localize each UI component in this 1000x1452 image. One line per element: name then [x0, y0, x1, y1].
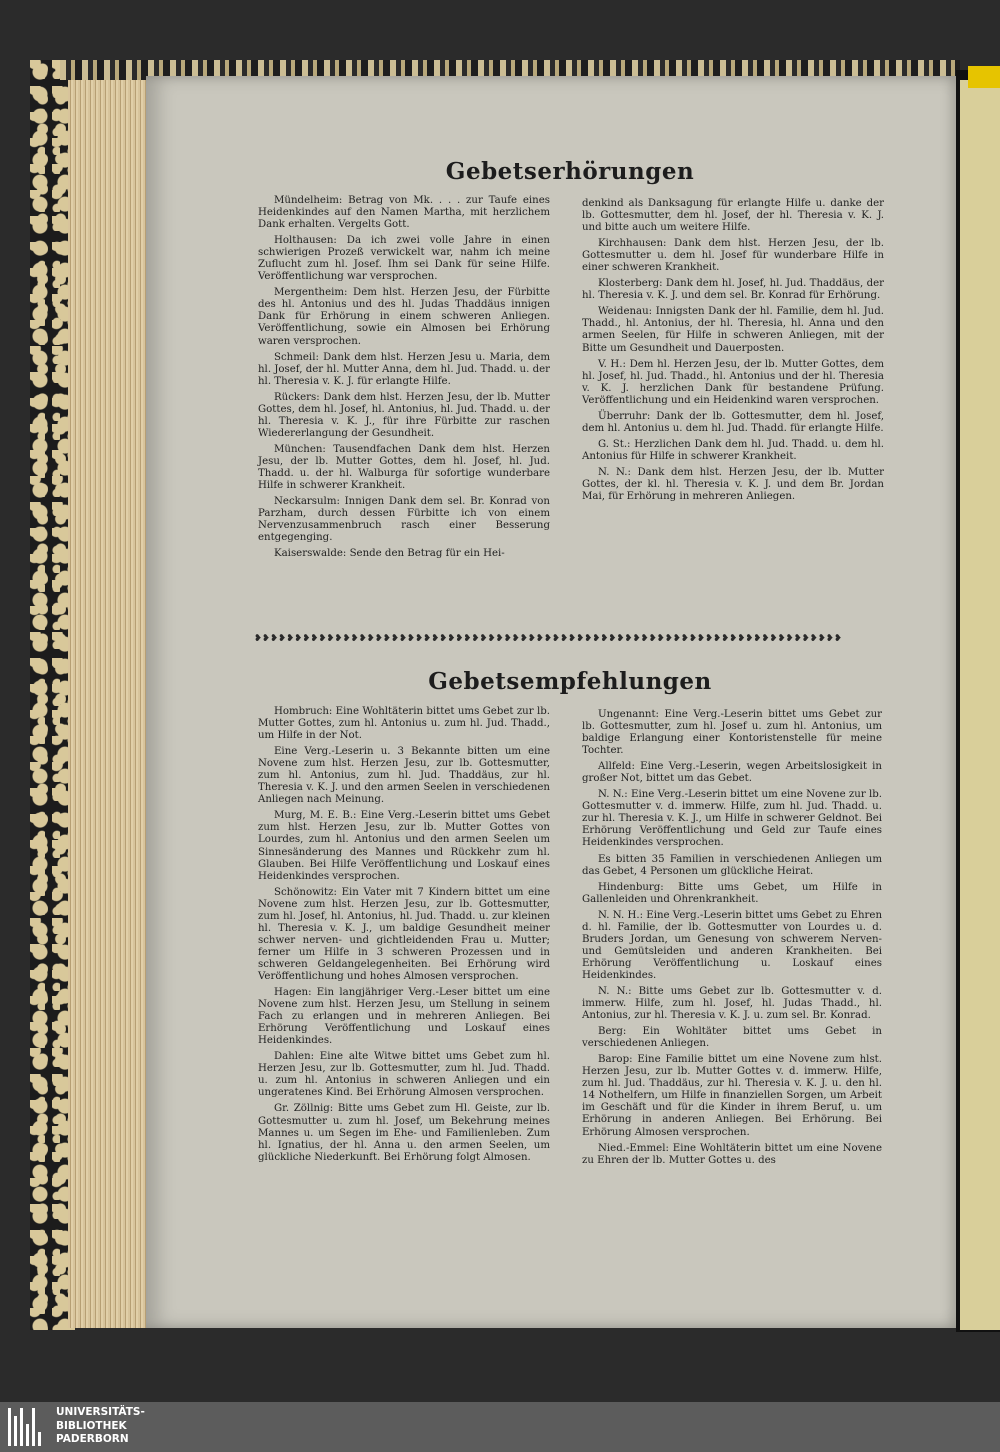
entry-paragraph: Berg: Ein Wohltäter bittet ums Gebet in verschiedenen Anliegen.	[582, 1026, 882, 1050]
entry-paragraph: Hindenburg: Bitte ums Gebet, um Hilfe in Gallenleiden und Ohrenkrankheit.	[582, 881, 882, 905]
erhoerungen-column-right	[582, 198, 884, 507]
bookmark-tab	[968, 66, 1000, 88]
section-title-erhoerungen: Gebetserhörungen	[445, 158, 695, 185]
next-page-edge	[960, 80, 1000, 1330]
entry-paragraph: Klosterberg: Dank dem hl. Josef, hl. Jud. Thaddäus, der hl. Theresia v. K. J. und dem sel. Br. Konrad für Erhörung.	[582, 278, 884, 302]
entry-paragraph: Murg, M. E. B.: Eine Verg.-Leserin bittet ums Gebet zum hlst. Herzen Jesu, zur lb. Mutter Gottes von Lourdes, zum hl. Antonius und den armen Seelen um Sinnesänderung des Mannes und Rückkehr zum hl. Glauben. Bei Hilfe Veröffentlichung und Loskauf eines Heidenkindes versprochen.	[258, 810, 550, 882]
entry-paragraph: denkind als Danksagung für erlangte Hilfe u. danke der lb. Gottesmutter, dem hl. Josef, der hl. Theresia v. K. J. und bitte auch um weitere Hilfe.	[582, 198, 884, 234]
empfehlungen-column-right	[582, 709, 882, 1171]
library-name-line: PADERBORN	[56, 1433, 129, 1445]
entry-paragraph: Hagen: Ein langjähriger Verg.-Leser bittet um eine Novene zum hlst. Herzen Jesu, um Stellung in seinem Fach zu erlangen und in mehreren Anliegen. Bei Erhörung Veröffentlichung und Loskauf eines Heidenkindes.	[258, 987, 550, 1047]
entry-paragraph: Neckarsulm: Innigen Dank dem sel. Br. Konrad von Parzham, durch dessen Fürbitte ich von einem Nervenzusammenbruch rasch einer Besserung entgegenging.	[258, 496, 550, 544]
library-footer-bar	[0, 1402, 1000, 1452]
entry-paragraph: Schönowitz: Ein Vater mit 7 Kindern bittet um eine Novene zum hlst. Herzen Jesu, zur lb. Gottesmutter, zum hl. Josef, hl. Antonius, hl. Jud. Thadd. u. zur kleinen hl. Theresia v. K. J., um baldige Gesundheit meiner schwer nerven- und gichtleidenden Frau u. Mutter; ferner um Hilfe in 3 schweren Prozessen und in schweren Geldangelegenheiten. Bei Erhörung wird Veröffentlichung und hohes Almosen versprochen.	[258, 886, 550, 982]
entry-paragraph: Eine Verg.-Leserin u. 3 Bekannte bitten um eine Novene zum hlst. Herzen Jesu, zur lb. Gottesmutter, zum hl. Antonius, zum hl. Jud. Thaddäus, zur hl. Theresia v. K. J. und den armen Seelen in verschiedenen Anliegen nach Meinung.	[258, 746, 550, 806]
entry-paragraph: Holthausen: Da ich zwei volle Jahre in einen schwierigen Prozeß verwickelt war, nahm ich meine Zuflucht zum hl. Josef. Ihm sei Dank für seine Hilfe. Veröffentlichung war versprochen.	[258, 235, 550, 283]
entry-paragraph: V. H.: Dem hl. Herzen Jesu, der lb. Mutter Gottes, dem hl. Josef, hl. Jud. Thadd., hl. Antonius und der hl. Theresia v. K. J. herzlichen Dank für bestandene Prüfung. Veröffentlichung und ein Heidenkind waren versprochen.	[582, 358, 884, 406]
erhoerungen-column-left	[258, 195, 550, 564]
entry-paragraph: Kirchhausen: Dank dem hlst. Herzen Jesu, der lb. Gottesmutter u. dem hl. Josef für wunderbare Hilfe in einer schweren Krankheit.	[582, 238, 884, 274]
entry-paragraph: N. N. H.: Eine Verg.-Leserin bittet ums Gebet zu Ehren d. hl. Familie, der lb. Gottesmutter von Lourdes u. d. Bruders Jordan, um Genesung von schwerem Nerven- und Gemütsleiden und anderen Krankheiten. Bei Erhörung Veröffentlichung u. Loskauf eines Heidenkindes.	[582, 909, 882, 981]
entry-paragraph: Mündelheim: Betrag von Mk. . . . zur Taufe eines Heidenkindes auf den Namen Martha, mit herzlichem Dank erhalten. Vergelts Gott.	[258, 195, 550, 231]
entry-paragraph: Barop: Eine Familie bittet um eine Novene zum hlst. Herzen Jesu, zur lb. Mutter Gottes v. d. immerw. Hilfe, zum hl. Jud. Thaddäus, zur hl. Theresia v. K. J. u. den hl. 14 Nothelfern, um Hilfe in finanziellen Sorgen, um Arbeit im Geschäft und für die Kinder in ihrem Beruf, u. um Erhörung in anderen Anliegen. Bei Erhörung. Bei Erhörung Almosen versprochen.	[582, 1054, 882, 1138]
library-logo-icon	[6, 1406, 46, 1448]
entry-paragraph: Rückers: Dank dem hlst. Herzen Jesu, der lb. Mutter Gottes, dem hl. Josef, hl. Antonius, hl. Jud. Thadd. u. der hl. Theresia v. K. J., für ihre Fürbitte zur raschen Wiedererlangung der Gesundheit.	[258, 391, 550, 439]
page-stack	[68, 80, 148, 1328]
entry-paragraph: Weidenau: Innigsten Dank der hl. Familie, dem hl. Jud. Thadd., hl. Antonius, der hl. Theresia, hl. Anna und den armen Seelen, für Hilfe in schweren Anliegen, mit der Bitte um Gesundheit und Dauerposten.	[582, 306, 884, 354]
entry-paragraph: Hombruch: Eine Wohltäterin bittet ums Gebet zur lb. Mutter Gottes, zum hl. Antonius u. zum hl. Jud. Thadd., um Hilfe in der Not.	[258, 706, 550, 742]
entry-paragraph: Überruhr: Dank der lb. Gottesmutter, dem hl. Josef, dem hl. Antonius u. dem hl. Jud. Thadd. für erlangte Hilfe.	[582, 410, 884, 434]
library-name-line: BIBLIOTHEK	[56, 1419, 127, 1432]
entry-paragraph: Kaiserswalde: Sende den Betrag für ein Hei-	[274, 548, 505, 560]
entry-paragraph: Nied.-Emmel: Eine Wohltäterin bittet um eine Novene zu Ehren der lb. Mutter Gottes u. des	[582, 1142, 882, 1166]
entry-paragraph: Gr. Zöllnig: Bitte ums Gebet zum Hl. Geiste, zur lb. Gottesmutter u. zum hl. Josef, um Bekehrung meines Mannes u. um Segen im Ehe- und Familienleben. Zum hl. Ignatius, der hl. Anna u. den armen Seelen, um glückliche Niederkunft. Bei Erhörung folgt Almosen.	[258, 1103, 550, 1163]
entry-paragraph: Allfeld: Eine Verg.-Leserin, wegen Arbeitslosigkeit in großer Not, bittet um das Gebet.	[582, 761, 882, 785]
section-title-empfehlungen: Gebetsempfehlungen	[428, 668, 712, 695]
entry-paragraph: N. N.: Bitte ums Gebet zur lb. Gottesmutter v. d. immerw. Hilfe, zum hl. Josef, hl. Judas Thadd., hl. Antonius, zur hl. Theresia v. K. J. u. zum sel. Br. Konrad.	[582, 985, 882, 1022]
entry-paragraph: G. St.: Herzlichen Dank dem hl. Jud. Thadd. u. dem hl. Antonius für Hilfe in schwerer Krankheit.	[582, 438, 884, 462]
entry-paragraph: Es bitten 35 Familien in verschiedenen Anliegen um das Gebet, 4 Personen um glückliche Heirat.	[582, 853, 882, 877]
entry-paragraph: Dahlen: Eine alte Witwe bittet ums Gebet zum hl. Herzen Jesu, zur lb. Gottesmutter, zum hl. Jud. Thadd. u. zum hl. Antonius in schweren Anliegen und ein ungeratenes Kind. Bei Erhörung Almosen versprochen.	[258, 1051, 550, 1099]
ornamental-divider: ❥❥❥❥❥❥❥❥❥❥❥❥❥❥❥❥❥❥❥❥❥❥❥❥❥❥❥❥❥❥❥❥❥❥❥❥❥❥❥❥❥❥❥❥❥❥❥❥❥❥❥❥❥❥❥❥❥❥❥❥❥❥❥❥❥❥❥❥❥❥❥❥❥	[254, 633, 843, 644]
library-name	[56, 1406, 145, 1447]
entry-paragraph: Ungenannt: Eine Verg.-Leserin bittet ums Gebet zur lb. Gottesmutter, zum hl. Josef u. zum hl. Antonius, um baldige Erlangung einer Kontoristenstelle für meine Tochter.	[582, 709, 882, 757]
entry-paragraph: Mergentheim: Dem hlst. Herzen Jesu, der Fürbitte des hl. Antonius und des hl. Judas Thaddäus innigen Dank für Erhörung in einem schweren Anliegen. Veröffentlichung, sowie ein Almosen bei Erhörung waren versprochen.	[258, 287, 550, 347]
library-name-line: UNIVERSITÄTS-	[56, 1406, 145, 1418]
entry-paragraph: München: Tausendfachen Dank dem hlst. Herzen Jesu, der lb. Mutter Gottes, dem hl. Josef, hl. Jud. Thadd. u. der hl. Walburga für sofortige wunderbare Hilfe in schwerer Krankheit.	[258, 443, 550, 492]
entry-paragraph: N. N.: Eine Verg.-Leserin bittet um eine Novene zur lb. Gottesmutter v. d. immerw. Hilfe, zum hl. Jud. Thadd. u. zur hl. Theresia v. K. J., um Hilfe in schwerer Geldnot. Bei Erhörung Veröffentlichung und Geld zur Taufe eines Heidenkindes versprochen.	[582, 789, 882, 849]
entry-paragraph: N. N.: Dank dem hlst. Herzen Jesu, der lb. Mutter Gottes, der kl. hl. Theresia v. K. J. und dem Br. Jordan Mai, für Erhörung in mehreren Anliegen.	[582, 466, 884, 503]
entry-paragraph: Schmeil: Dank dem hlst. Herzen Jesu u. Maria, dem hl. Josef, der hl. Mutter Anna, dem hl. Jud. Thadd. u. der hl. Theresia v. K. J. für erlangte Hilfe.	[258, 351, 550, 387]
empfehlungen-column-left	[258, 706, 550, 1168]
